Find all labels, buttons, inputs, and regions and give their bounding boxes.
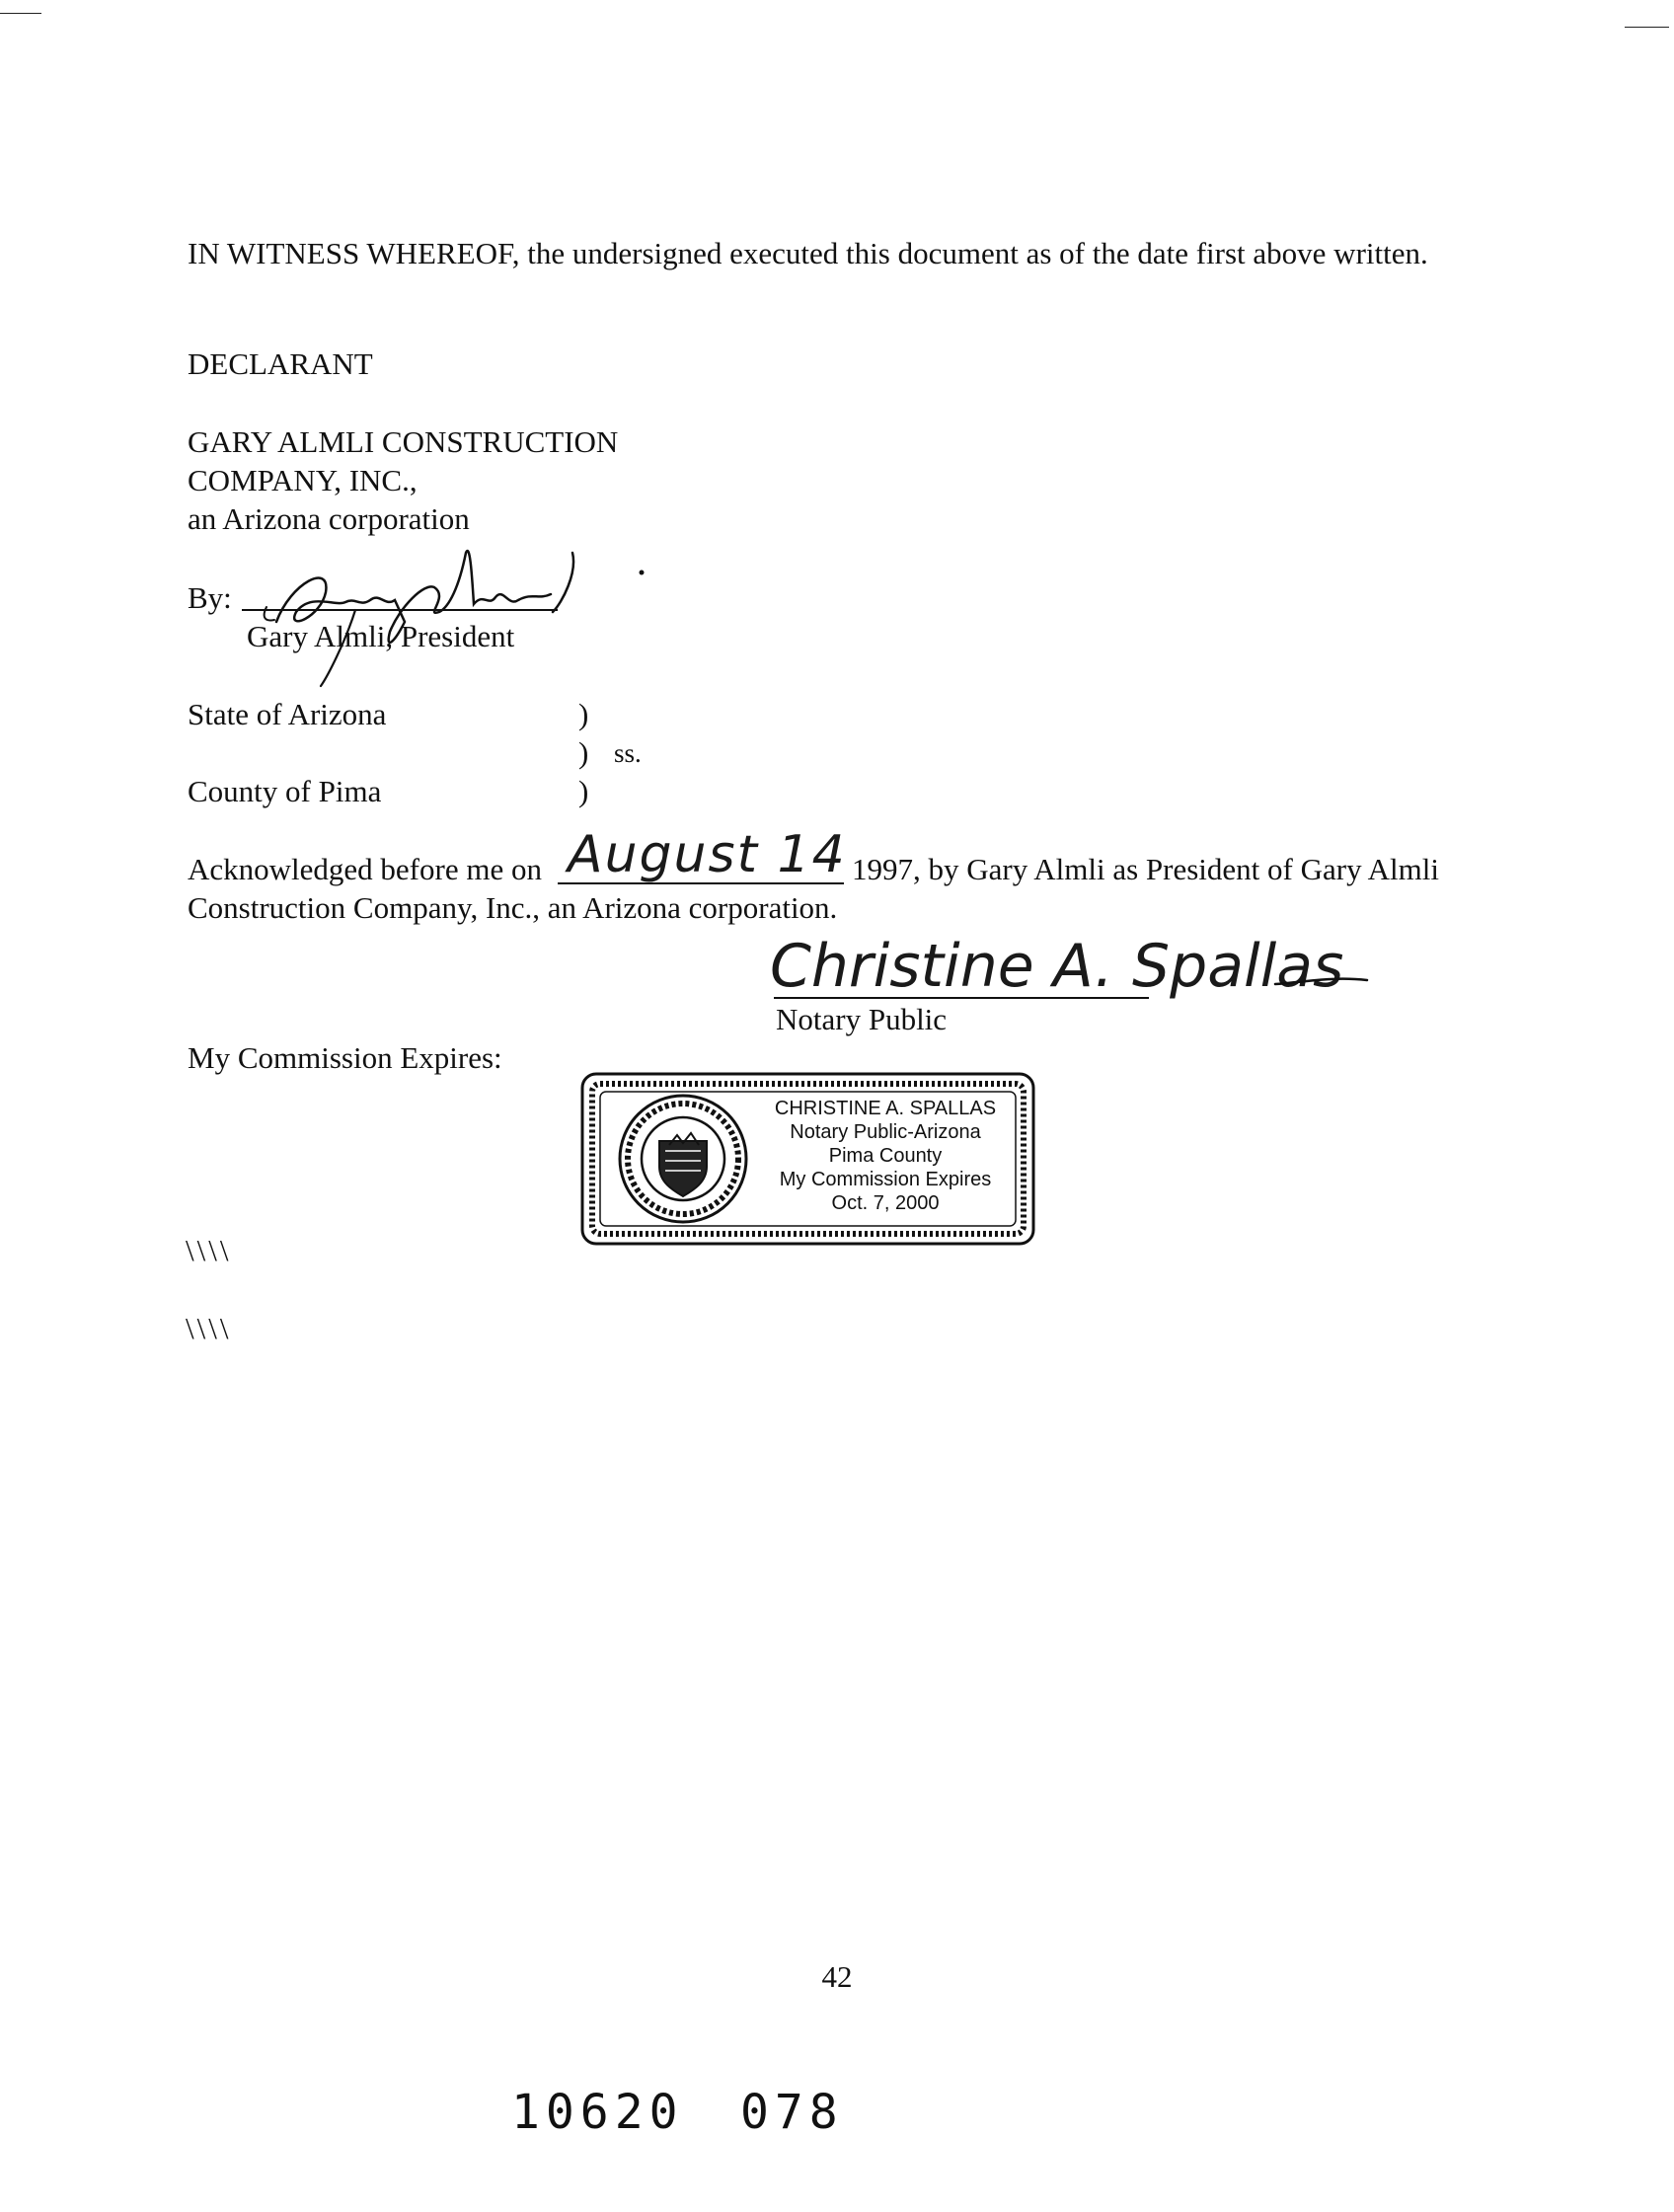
venue-county: County of Pima xyxy=(188,774,382,808)
scan-edge-mark-left xyxy=(0,13,41,14)
venue-paren-3: ) xyxy=(578,774,589,808)
company-description: an Arizona corporation xyxy=(188,501,470,536)
declarant-heading: DECLARANT xyxy=(188,346,373,381)
notary-public-label: Notary Public xyxy=(776,1002,948,1036)
acknowledgment-suffix: 1997, by Gary Almli as President of Gary Almli xyxy=(852,852,1439,886)
company-name-line2: COMPANY, INC., xyxy=(188,463,418,497)
venue-state: State of Arizona xyxy=(188,697,387,731)
page-number: 42 xyxy=(821,1959,853,1994)
signature-flourish xyxy=(1273,962,1372,1002)
acknowledgment-line2: Construction Company, Inc., an Arizona corporation. xyxy=(188,890,838,925)
venue-paren-2: ) xyxy=(578,735,589,770)
by-label: By: xyxy=(188,580,232,615)
handwritten-date: August 14 xyxy=(568,825,847,884)
acknowledgment-prefix: Acknowledged before me on xyxy=(188,852,542,886)
scan-edge-mark-right xyxy=(1625,27,1669,28)
recording-page-number: 078 xyxy=(740,2085,844,2140)
signatory-name-title: Gary Almli, President xyxy=(247,619,515,653)
venue-ss: ss. xyxy=(614,738,642,768)
commission-expires-label: My Commission Expires: xyxy=(188,1040,502,1075)
stamp-notary-name: CHRISTINE A. SPALLAS xyxy=(774,1098,997,1119)
recording-docket-number: 10620 xyxy=(511,2085,684,2140)
stamp-commission-label: My Commission Expires xyxy=(779,1169,992,1190)
notary-handwritten-signature: Christine A. Spallas xyxy=(770,932,1344,1001)
separator-mark-2: \\\\ xyxy=(186,1311,232,1345)
stamp-county: Pima County xyxy=(828,1145,943,1167)
arizona-state-seal-icon xyxy=(614,1090,752,1228)
stamp-title: Notary Public-Arizona xyxy=(790,1121,981,1143)
notary-stamp xyxy=(578,1070,1037,1248)
notary-stamp-text xyxy=(752,1097,1019,1215)
separator-mark-1: \\\\ xyxy=(186,1233,232,1267)
stamp-expiration-date: Oct. 7, 2000 xyxy=(831,1192,940,1214)
gary-almli-signature xyxy=(237,513,651,691)
venue-paren-1: ) xyxy=(578,697,589,731)
company-name-line1: GARY ALMLI CONSTRUCTION xyxy=(188,424,619,459)
witness-paragraph: IN WITNESS WHEREOF, the undersigned executed this document as of the date first above written. xyxy=(188,236,1428,270)
